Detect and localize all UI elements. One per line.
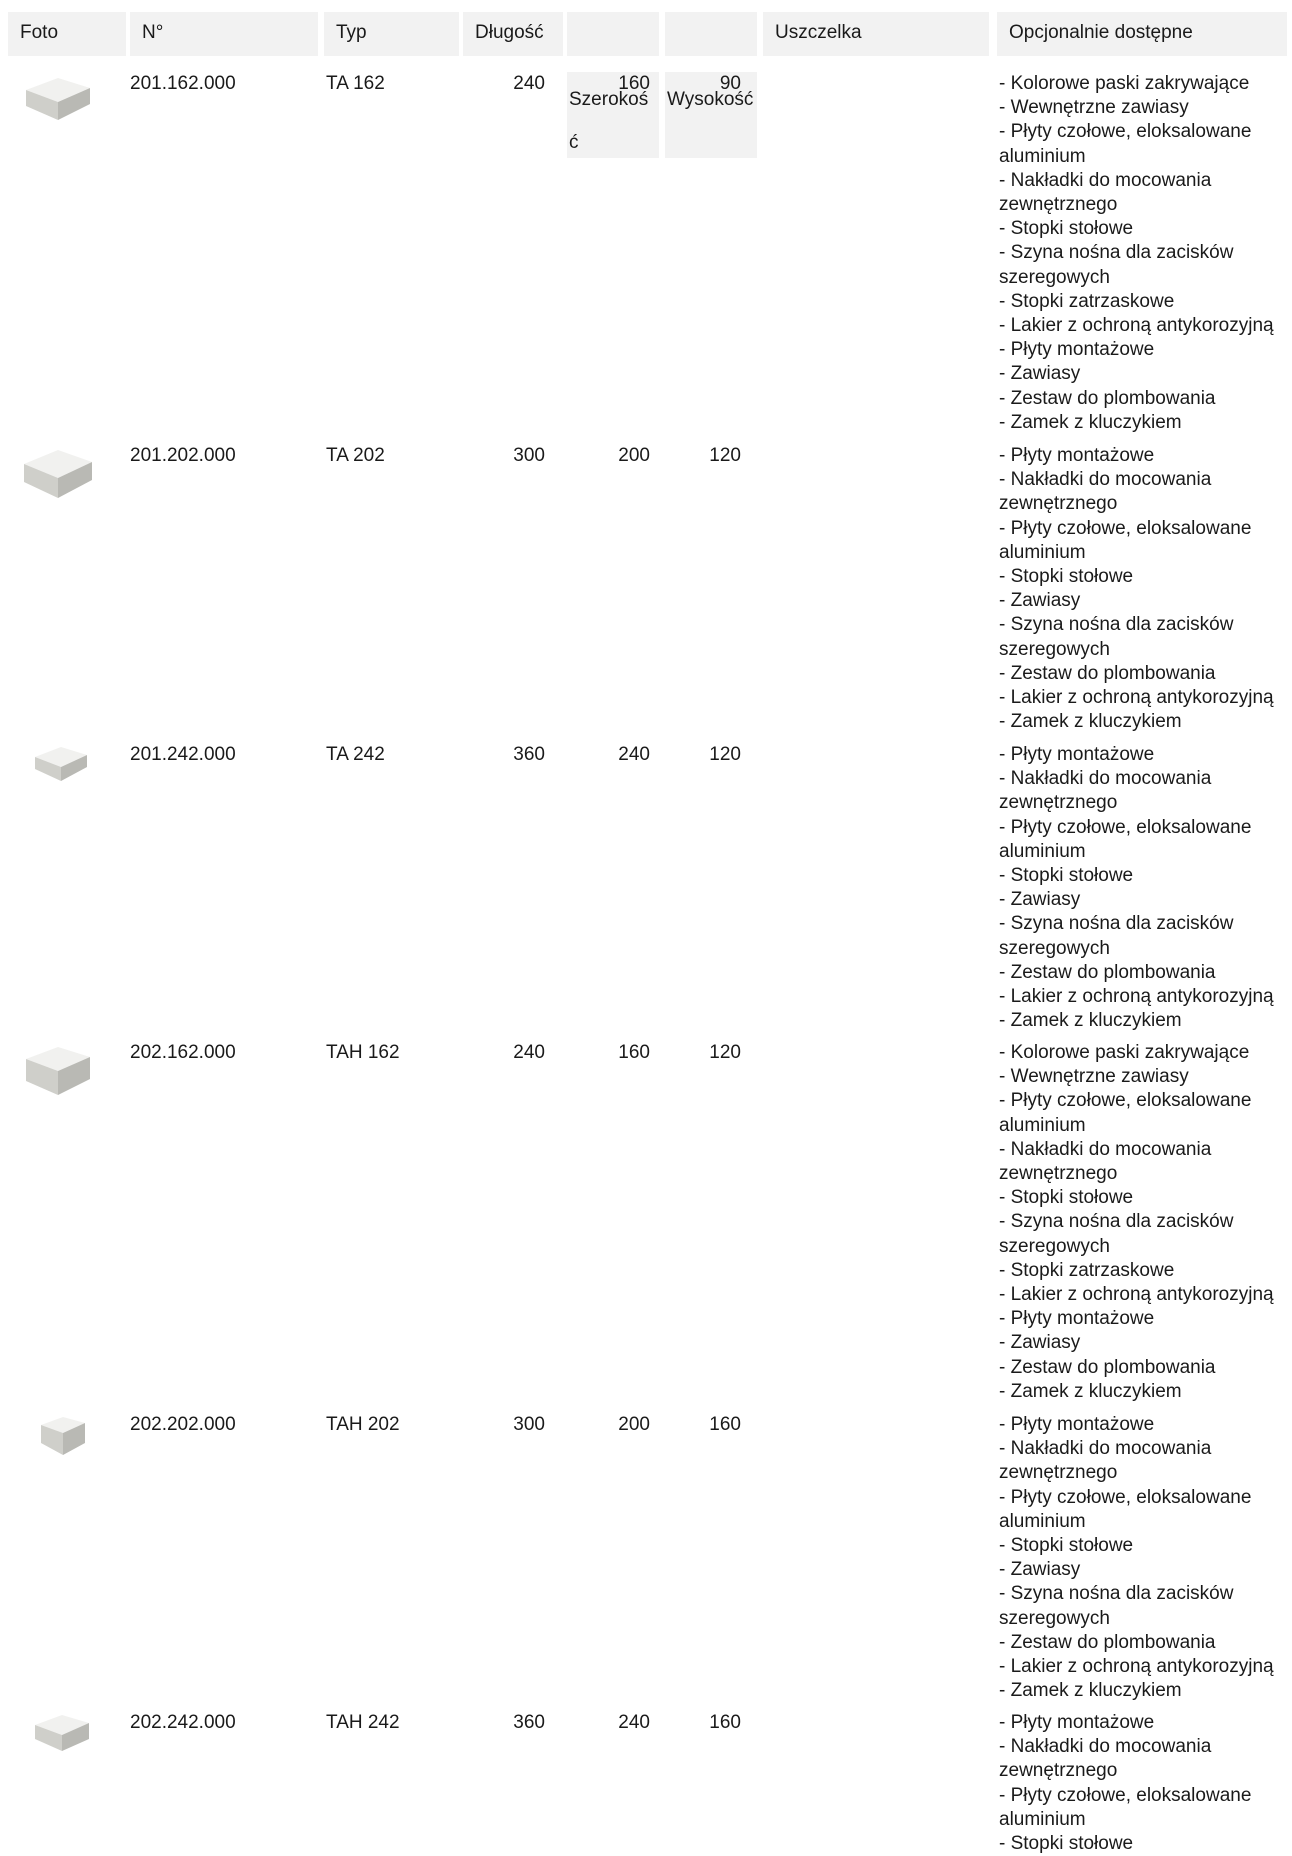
option-item: - Nakładki do mocowania zewnętrznego (999, 768, 1212, 814)
row-dlugosc: 360 (513, 1712, 545, 1733)
option-item: - Płyty czołowe, eloksalowane aluminium (999, 1090, 1252, 1136)
option-item: - Stopki stołowe (999, 218, 1134, 240)
enclosure-thumbnail (38, 1413, 88, 1459)
option-item: - Kolorowe paski zakrywające (999, 73, 1250, 94)
row-szerokosc: 160 (618, 73, 650, 94)
row-options (999, 72, 1292, 435)
header-foto-label: Foto (20, 22, 59, 43)
option-item: - Stopki stołowe (999, 566, 1134, 588)
option-item: - Płyty czołowe, eloksalowane aluminium (999, 816, 1252, 862)
row-options (999, 1413, 1292, 1703)
option-item: - Zestaw do plombowania (999, 961, 1216, 983)
option-item: - Płyty czołowe, eloksalowane aluminium (999, 121, 1252, 167)
header-uszczelka (763, 12, 989, 56)
option-item: - Lakier z ochroną antykorozyjną (999, 315, 1274, 337)
row-typ: TA 162 (326, 73, 385, 94)
option-item: - Nakładki do mocowania zewnętrznego (999, 1736, 1212, 1782)
header-opcjonalnie-label: Opcjonalnie dostępne (1009, 22, 1193, 43)
header-szerokosc-label: Szerokość (567, 72, 659, 158)
option-item: - Nakładki do mocowania zewnętrznego (999, 169, 1212, 216)
option-item: - Zawiasy (999, 590, 1081, 612)
option-item: - Lakier z ochroną antykorozyjną (999, 986, 1274, 1008)
row-dlugosc: 240 (513, 1042, 545, 1063)
row-dlugosc: 300 (513, 445, 545, 466)
row-typ: TAH 202 (326, 1414, 400, 1435)
header-typ (324, 12, 459, 56)
option-item: - Nakładki do mocowania zewnętrznego (999, 1438, 1212, 1484)
row-typ: TA 202 (326, 445, 385, 466)
option-item: - Zamek z kluczykiem (999, 711, 1182, 733)
row-szerokosc: 160 (618, 1042, 650, 1063)
option-item: - Stopki stołowe (999, 1833, 1134, 1855)
option-item: - Zestaw do plombowania (999, 1631, 1216, 1653)
option-item: - Stopki zatrzaskowe (999, 290, 1175, 312)
row-nr: 202.162.000 (130, 1042, 236, 1063)
header-wysokosc-label: Wysokość (665, 72, 757, 158)
option-item: - Płyty montażowe (999, 445, 1155, 466)
row-options (999, 1041, 1292, 1404)
row-wysokosc: 160 (709, 1712, 741, 1733)
option-item: - Szyna nośna dla zacisków szeregowych (999, 614, 1234, 660)
option-item: - Zawiasy (999, 1332, 1081, 1354)
row-typ: TA 242 (326, 744, 385, 765)
option-item: - Zestaw do plombowania (999, 662, 1216, 684)
header-nr-label: N° (142, 22, 164, 43)
option-item: - Szyna nośna dla zacisków szeregowych (999, 913, 1234, 959)
option-item: - Nakładki do mocowania zewnętrznego (999, 1138, 1212, 1185)
option-item: - Stopki stołowe (999, 1535, 1134, 1557)
option-item: - Stopki stołowe (999, 1187, 1134, 1209)
enclosure-thumbnail (32, 1711, 92, 1755)
row-szerokosc: 240 (618, 744, 650, 765)
row-szerokosc: 200 (618, 445, 650, 466)
row-dlugosc: 300 (513, 1414, 545, 1435)
option-item: - Szyna nośna dla zacisków szeregowych (999, 1583, 1234, 1629)
row-wysokosc: 120 (709, 744, 741, 765)
option-item: - Zamek z kluczykiem (999, 411, 1182, 433)
row-options (999, 743, 1292, 1033)
option-item: - Nakładki do mocowania zewnętrznego (999, 469, 1212, 515)
row-nr: 201.242.000 (130, 744, 236, 765)
option-item: - Płyty montażowe (999, 744, 1155, 765)
option-item: - Zamek z kluczykiem (999, 1680, 1182, 1702)
enclosure-thumbnail (22, 72, 94, 122)
row-dlugosc: 360 (513, 744, 545, 765)
option-item: - Płyty montażowe (999, 1414, 1155, 1435)
row-nr: 202.202.000 (130, 1414, 236, 1435)
option-item: - Płyty czołowe, eloksalowane aluminium (999, 1784, 1252, 1830)
row-nr: 202.242.000 (130, 1712, 236, 1733)
header-foto (8, 12, 126, 56)
option-item: - Płyty montażowe (999, 1308, 1155, 1330)
option-item: - Kolorowe paski zakrywające (999, 1042, 1250, 1063)
row-wysokosc: 160 (709, 1414, 741, 1435)
header-opcjonalnie (997, 12, 1287, 56)
option-item: - Stopki stołowe (999, 865, 1134, 887)
option-item: - Płyty montażowe (999, 339, 1155, 361)
row-nr: 201.162.000 (130, 73, 236, 94)
option-item: - Lakier z ochroną antykorozyjną (999, 687, 1274, 709)
enclosure-thumbnail (22, 1041, 94, 1097)
option-item: - Płyty montażowe (999, 1712, 1155, 1733)
row-options (999, 444, 1292, 734)
option-item: - Szyna nośna dla zacisków szeregowych (999, 1211, 1234, 1257)
row-wysokosc: 120 (709, 445, 741, 466)
enclosure-thumbnail (20, 444, 96, 500)
row-options (999, 1711, 1292, 1856)
option-item: - Szyna nośna dla zacisków szeregowych (999, 242, 1234, 288)
option-item: - Zawiasy (999, 889, 1081, 911)
row-dlugosc: 240 (513, 73, 545, 94)
option-item: - Płyty czołowe, eloksalowane aluminium (999, 517, 1252, 563)
option-item: - Zestaw do plombowania (999, 1356, 1216, 1378)
row-szerokosc: 200 (618, 1414, 650, 1435)
row-szerokosc: 240 (618, 1712, 650, 1733)
option-item: - Zawiasy (999, 1559, 1081, 1581)
option-item: - Wewnętrzne zawiasy (999, 1066, 1189, 1088)
option-item: - Płyty czołowe, eloksalowane aluminium (999, 1486, 1252, 1532)
header-nr (130, 12, 318, 56)
option-item: - Zamek z kluczykiem (999, 1010, 1182, 1032)
row-wysokosc: 120 (709, 1042, 741, 1063)
header-typ-label: Typ (336, 22, 367, 43)
enclosure-thumbnail (32, 743, 90, 785)
option-item: - Lakier z ochroną antykorozyjną (999, 1656, 1274, 1678)
option-item: - Zestaw do plombowania (999, 387, 1216, 409)
option-item: - Zamek z kluczykiem (999, 1380, 1182, 1402)
option-item: - Stopki zatrzaskowe (999, 1259, 1175, 1281)
option-item: - Wewnętrzne zawiasy (999, 97, 1189, 119)
option-item: - Zawiasy (999, 363, 1081, 385)
header-dlugosc (463, 12, 563, 56)
header-uszczelka-label: Uszczelka (775, 22, 862, 43)
row-wysokosc: 90 (719, 73, 741, 94)
row-typ: TAH 242 (326, 1712, 400, 1733)
row-nr: 201.202.000 (130, 445, 236, 466)
option-item: - Lakier z ochroną antykorozyjną (999, 1284, 1274, 1306)
header-dlugosc-label: Długość (475, 22, 544, 43)
row-typ: TAH 162 (326, 1042, 400, 1063)
